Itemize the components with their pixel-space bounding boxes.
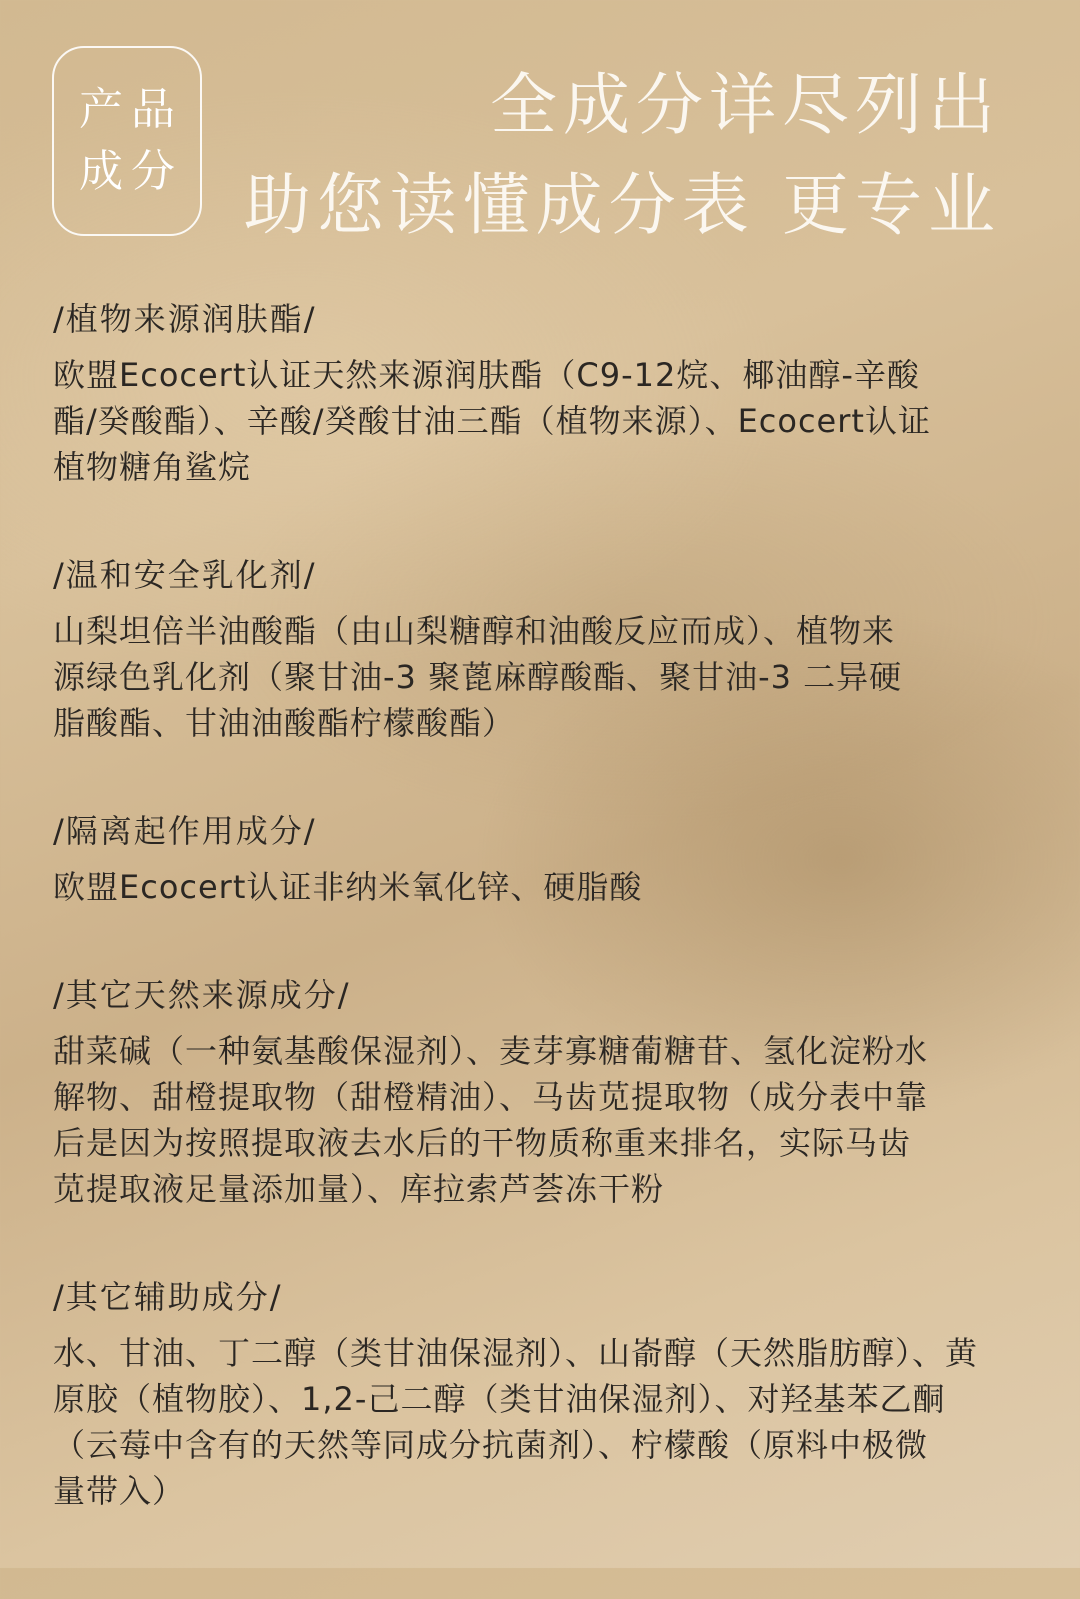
section-line: 山梨坦倍半油酸酯（由山梨糖醇和油酸反应而成）、植物来	[53, 612, 896, 650]
section-line: 后是因为按照提取液去水后的干物质称重来排名，实际马齿	[53, 1124, 912, 1162]
section-body	[53, 608, 1023, 746]
product-ingredients-badge	[52, 46, 202, 236]
section-body	[53, 864, 1023, 910]
section-line: 甜菜碱（一种氨基酸保湿剂）、麦芽寡糖葡糖苷、氢化淀粉水	[53, 1032, 929, 1070]
section-line: 脂酸酯、甘油油酸酯柠檬酸酯）	[53, 704, 516, 742]
section-plant-emollients	[53, 296, 1023, 490]
badge-line-2: 成分	[79, 146, 183, 197]
section-body	[53, 1028, 1023, 1212]
headline-line-1: 全成分详尽列出	[490, 66, 1001, 144]
headline-line-2: 助您读懂成分表 更专业	[243, 166, 1001, 244]
section-other-natural	[53, 972, 1023, 1212]
headline	[244, 55, 1001, 255]
section-line: 植物糖角鲨烷	[53, 448, 252, 486]
section-barrier-actives	[53, 808, 1023, 910]
badge-line-1: 产品	[79, 84, 183, 135]
section-line: （云莓中含有的天然等同成分抗菌剂）、柠檬酸（原料中极微	[53, 1426, 929, 1464]
section-line: 量带入）	[53, 1472, 186, 1510]
section-line: 水、甘油、丁二醇（类甘油保湿剂）、山嵛醇（天然脂肪醇）、黄	[53, 1334, 979, 1372]
section-line: 欧盟Ecocert认证非纳米氧化锌、硬脂酸	[53, 868, 643, 906]
section-body	[53, 352, 1023, 490]
section-title: /植物来源润肤酯/	[53, 300, 317, 338]
section-other-auxiliary	[53, 1274, 1023, 1514]
section-line: 解物、甜橙提取物（甜橙精油）、马齿苋提取物（成分表中靠	[53, 1078, 929, 1116]
section-title: /其它天然来源成分/	[53, 976, 351, 1014]
section-title: /其它辅助成分/	[53, 1278, 283, 1316]
section-body	[53, 1330, 1023, 1514]
section-line: 原胶（植物胶）、1,2-己二醇（类甘油保湿剂）、对羟基苯乙酮	[53, 1380, 946, 1418]
ingredient-sections	[53, 296, 1023, 1576]
section-line: 酯/癸酸酯）、辛酸/癸酸甘油三酯（植物来源）、Ecocert认证	[53, 402, 931, 440]
section-line: 欧盟Ecocert认证天然来源润肤酯（C9-12烷、椰油醇-辛酸	[53, 356, 920, 394]
section-title: /隔离起作用成分/	[53, 812, 317, 850]
section-emulsifiers	[53, 552, 1023, 746]
section-title: /温和安全乳化剂/	[53, 556, 317, 594]
section-line: 源绿色乳化剂（聚甘油-3 聚蓖麻醇酸酯、聚甘油-3 二异硬	[53, 658, 903, 696]
section-line: 苋提取液足量添加量）、库拉索芦荟冻干粉	[53, 1170, 665, 1208]
